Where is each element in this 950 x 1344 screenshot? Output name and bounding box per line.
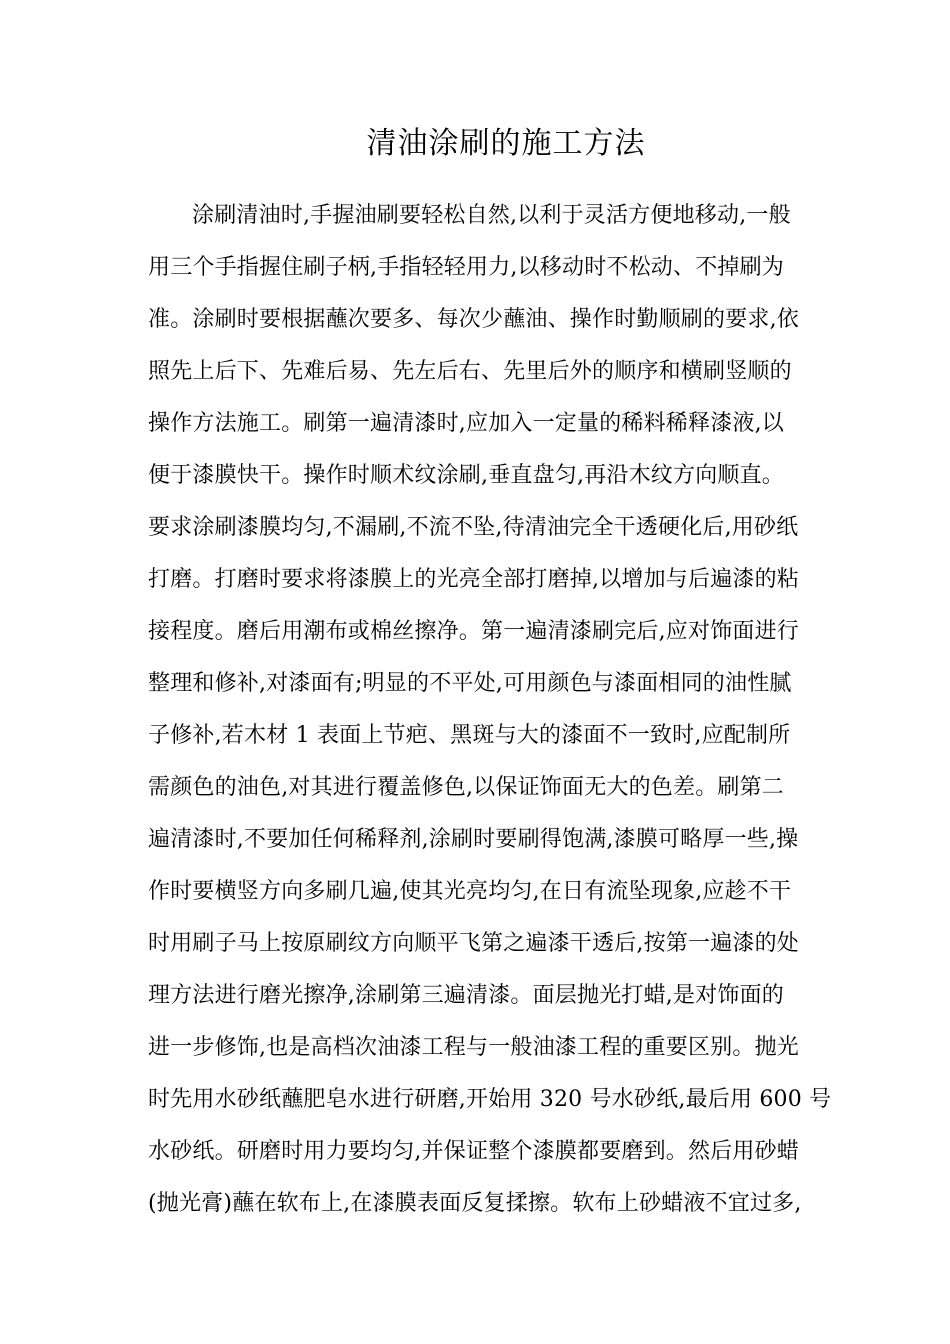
paragraph-line: 需颜色的油色,对其进行覆盖修色,以保证饰面无大的色差。刷第二 (148, 775, 784, 800)
paragraph-line: 接程度。磨后用潮布或棉丝擦净。第一遍清漆刷完后,应对饰面进行 (148, 619, 799, 644)
paragraph-line: 准。涂刷时要根据蘸次要多、每次少蘸油、操作时勤顺刷的要求,依 (148, 307, 799, 332)
paragraph-line: 子修补,若木材 1 表面上节疤、黑斑与大的漆面不一致时,应配制所 (148, 723, 791, 748)
document-title: 清油涂刷的施工方法 (366, 126, 646, 161)
paragraph-line: 便于漆膜快干。操作时顺术纹涂刷,垂直盘匀,再沿木纹方向顺直。 (148, 463, 784, 488)
paragraph-line: 作时要横竖方向多刷几遍,使其光亮均匀,在日有流坠现象,应趁不干 (148, 879, 792, 904)
paragraph-line: 操作方法施工。刷第一遍清漆时,应加入一定量的稀料稀释漆液,以 (148, 411, 784, 436)
paragraph-line: 进一步修饰,也是高档次油漆工程与一般油漆工程的重要区别。抛光 (148, 1035, 799, 1060)
paragraph-line: 理方法进行磨光擦净,涂刷第三遍清漆。面层抛光打蜡,是对饰面的 (148, 983, 784, 1008)
paragraph-line: 时用刷子马上按原刷纹方向顺平飞第之遍漆干透后,按第一遍漆的处 (148, 931, 799, 956)
document-body (148, 194, 832, 1234)
paragraph-line: 整理和修补,对漆面有;明显的不平处,可用颜色与漆面相同的油性腻 (148, 671, 792, 696)
paragraph-line: 要求涂刷漆膜均匀,不漏刷,不流不坠,待清油完全干透硬化后,用砂纸 (148, 515, 799, 540)
paragraph-line: 时先用水砂纸蘸肥皂水进行研磨,开始用 320 号水砂纸,最后用 600 号 (148, 1087, 832, 1112)
paragraph-line: 涂刷清油时,手握油刷要轻松自然,以利于灵活方便地移动,一般 (192, 203, 791, 228)
paragraph-line: 照先上后下、先难后易、先左后右、先里后外的顺序和横刷竖顺的 (148, 359, 792, 384)
paragraph-line: 打磨。打磨时要求将漆膜上的光亮全部打磨掉,以增加与后遍漆的粘 (148, 567, 799, 592)
paragraph-line: (抛光膏)蘸在软布上,在漆膜表面反复揉擦。软布上砂蜡液不宜过多, (148, 1191, 802, 1216)
paragraph-line: 用三个手指握住刷子柄,手指轻轻用力,以移动时不松动、不掉刷为 (148, 255, 784, 280)
paragraph-line: 水砂纸。研磨时用力要均匀,并保证整个漆膜都要磨到。然后用砂蜡 (148, 1139, 799, 1164)
paragraph-line: 遍清漆时,不要加任何稀释剂,涂刷时要刷得饱满,漆膜可略厚一些,操 (148, 827, 799, 852)
